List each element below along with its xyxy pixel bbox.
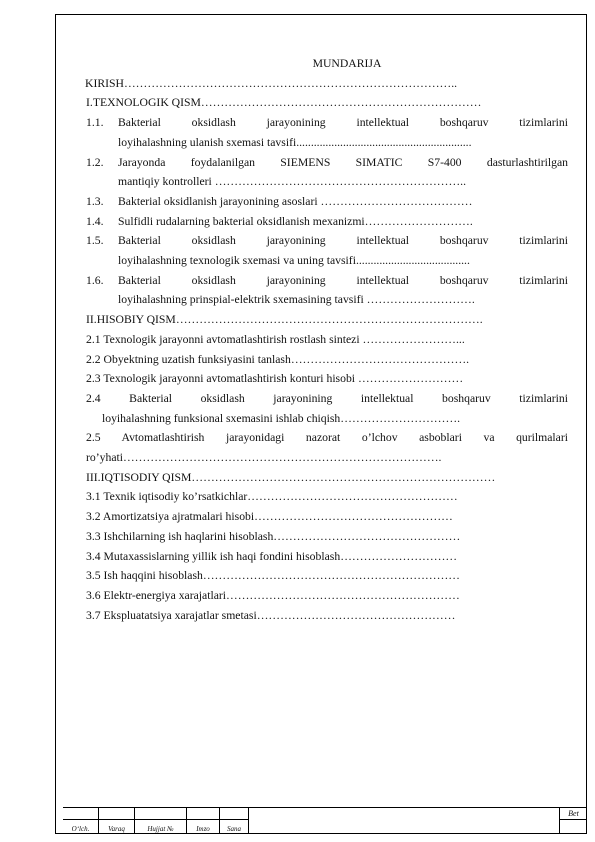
toc-entry: 3.4 Mutaxassislarning yillik ish haqi fondini hisoblash………………………… <box>86 549 458 563</box>
toc-number: 1.2. <box>86 155 104 169</box>
toc-entry <box>86 389 568 428</box>
toc-text: 2.4 Bakterial oksidlash jarayonining intellektual boshqaruv tizimlarini <box>86 391 568 405</box>
toc-entry <box>86 271 568 310</box>
toc-entry: 3.5 Ish haqqini hisoblash………………………………………………………… <box>86 569 460 583</box>
stamp-label: O‘lch. <box>71 825 90 833</box>
toc-entry: 3.6 Elektr-energiya xarajatlari…………………………………………………… <box>86 588 460 602</box>
toc-entry: 3.2 Amortizatsiya ajratmalari hisobi…………………………………………… <box>86 510 453 524</box>
sheet-number-cell <box>559 808 587 834</box>
toc-entry <box>86 428 568 467</box>
toc-entry: 2.3 Texnologik jarayonni avtomatlashtirish konturi hisobi ……………………… <box>86 372 464 386</box>
toc-text: Jarayonda foydalanilgan SIEMENS SIMATIC S7-400 dasturlashtirilgan <box>118 155 568 169</box>
toc-entry <box>86 153 568 192</box>
stamp-label: Hujjat № <box>147 825 174 833</box>
toc-entry: KIRISH………………………………………………………………………….. <box>85 76 458 90</box>
toc-number: 1.6. <box>86 273 104 287</box>
toc-entry: I.TEXNOLOGIK QISM……………………………………………………………… <box>86 96 482 110</box>
toc-entry: 2.2 Obyektning uzatish funksiyasini tanlash………………………………………. <box>86 352 470 366</box>
table-of-contents <box>86 54 568 625</box>
toc-entry: 3.7 Ekspluatatsiya xarajatlar smetasi…………………………………………… <box>86 608 456 622</box>
toc-text-cont: loyihalashning texnologik sxemasi va uning tavsifi....................................... <box>118 254 470 268</box>
toc-text-cont: loyihalashning prinspial-elektrik sxemasining tavsifi ………………………. <box>118 293 475 307</box>
toc-number: 1.3. <box>86 194 104 208</box>
toc-text-cont: mantiqiy kontrolleri ……………………………………………………….. <box>118 175 467 189</box>
toc-number: 1.1. <box>86 116 104 130</box>
toc-text-cont: ro’yhati………………………………………………………………………. <box>86 451 442 465</box>
stamp-label: Imzo <box>196 825 210 833</box>
toc-entry: 2.1 Texnologik jarayonni avtomatlashtirish rostlash sintezi ……………………... <box>86 332 465 346</box>
toc-text: Bakterial oksidlash jarayonining intellektual boshqaruv tizimlarini <box>118 234 568 248</box>
toc-entry: 3.3 Ishchilarning ish haqlarini hisoblash………………………………………… <box>86 529 461 543</box>
toc-number: 1.5. <box>86 234 104 248</box>
toc-entry: 3.1 Texnik iqtisodiy ko’rsatkichlar……………………………………………… <box>86 490 458 504</box>
stamp-cell <box>63 808 99 834</box>
toc-text: Bakterial oksidlash jarayonining intellektual boshqaruv tizimlarini <box>118 116 568 130</box>
toc-text: Sulfidli rudalarning bakterial oksidlanish mexanizmi………………………. <box>118 214 473 228</box>
toc-text-cont: loyihalashning ulanish sxemasi tavsifi............................................................ <box>118 135 472 149</box>
stamp-cell <box>220 808 249 834</box>
stamp-label: Sana <box>227 825 241 833</box>
toc-entry <box>86 113 568 152</box>
toc-entry: II.HISOBIY QISM……………………………………………………………………. <box>86 313 483 327</box>
page-title: MUNDARIJA <box>312 57 382 70</box>
stamp-cell <box>187 808 220 834</box>
toc-text: Bakterial oksidlanish jarayonining asoslari ………………………………… <box>118 194 473 208</box>
toc-entry: III.IQTISODIY QISM…………………………………………………………………… <box>86 470 496 484</box>
sheet-label: Bet <box>568 809 579 818</box>
stamp-label: Varaq <box>108 825 125 833</box>
toc-text: Bakterial oksidlash jarayonining intellektual boshqaruv tizimlarini <box>118 273 568 287</box>
stamp-cell <box>135 808 187 834</box>
toc-entry <box>86 192 568 212</box>
toc-number: 1.4. <box>86 214 104 228</box>
toc-text-cont: loyihalashning funksional sxemasini ishlab chiqish…………………………. <box>102 411 461 425</box>
toc-entry <box>86 231 568 270</box>
toc-entry <box>86 212 568 232</box>
stamp-cell <box>99 808 135 834</box>
toc-text: 2.5 Avtomatlashtirish jarayonidagi nazorat o’lchov asboblari va qurilmalari <box>86 431 568 445</box>
title-block-stamp <box>63 807 587 834</box>
